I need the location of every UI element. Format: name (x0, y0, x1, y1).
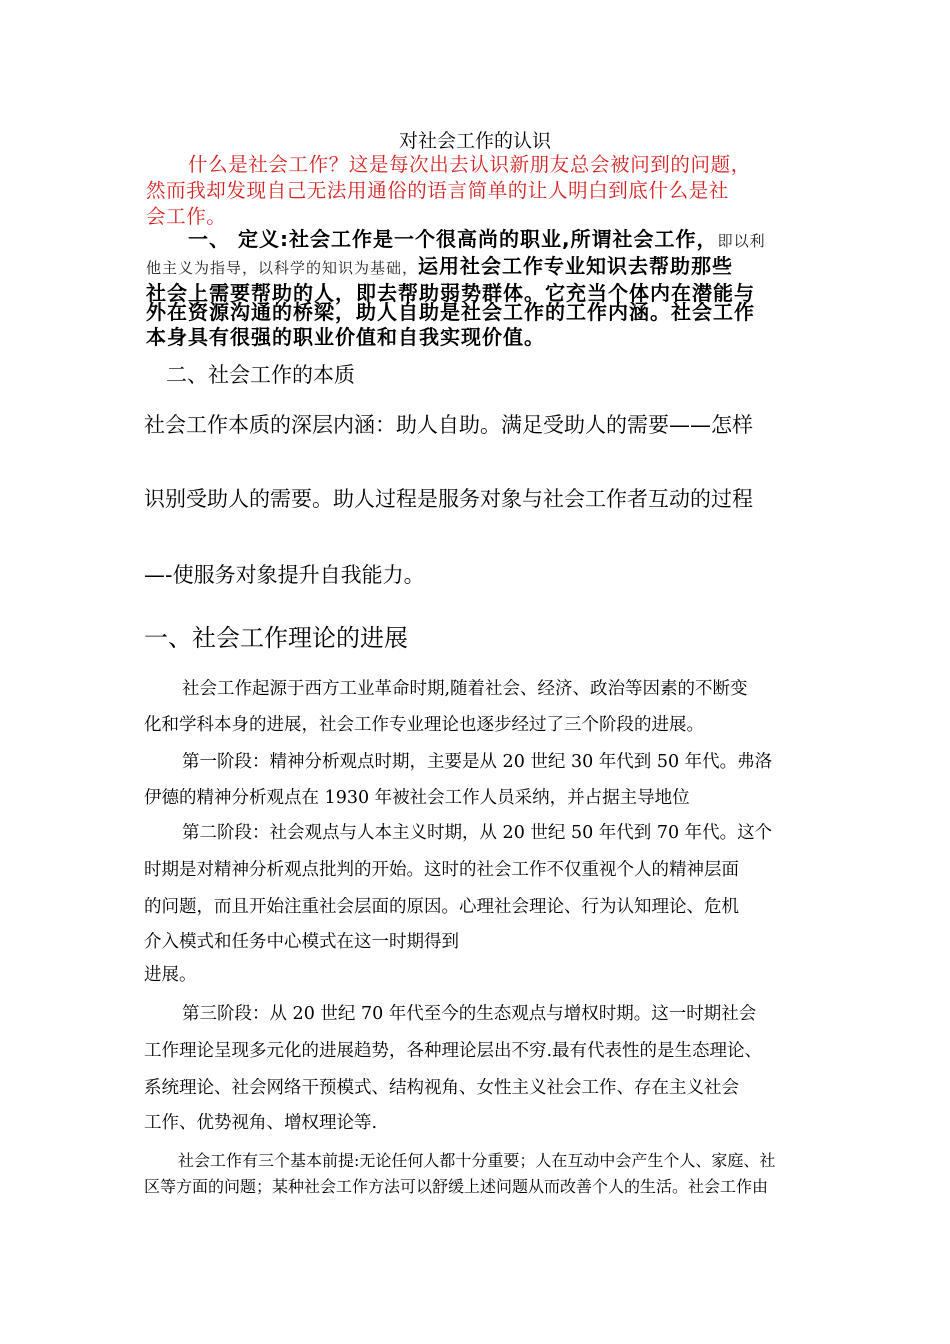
definition-line: 外在资源沟通的桥梁，助人自助是社会工作的工作内涵。社会工作 (146, 300, 755, 324)
definition-line: 本身具有很强的职业价值和自我实现价值。 (146, 325, 545, 349)
body-line: 时期是对精神分析观点批判的开始。这时的社会工作不仅重视个人的精神层面 (144, 860, 739, 880)
definition-line (188, 226, 766, 255)
intro-line: 什么是社会工作？这是每次出去认识新朋友总会被问到的问题， (188, 153, 751, 176)
body-line: 第一阶段：精神分析观点时期，主要是从 20 世纪 30 年代到 50 年代。弗洛 (182, 752, 773, 772)
body-line: 的问题，而且开始注重社会层面的原因。心理社会理论、行为认知理论、危机 (144, 897, 739, 917)
definition-bold-text: 运用社会工作专业知识去帮助那些 (418, 254, 734, 278)
body-line: 工作理论呈现多元化的进展趋势，各种理论层出不穷.最有代表性的是生态理论、 (144, 1041, 763, 1061)
definition-line (146, 253, 733, 282)
body-line: 伊德的精神分析观点在 1930 年被社会工作人员采纳，并占据主导地位 (144, 788, 690, 808)
body-line: 社会工作起源于西方工业革命时期,随着社会、经济、政治等因素的不断变 (182, 679, 748, 699)
body-line: 社会工作有三个基本前提:无论任何人都十分重要；人在互动中会产生个人、家庭、社 (178, 1151, 776, 1170)
definition-bold-text: 一、 定义:社会工作是一个很高尚的职业,所谓社会工作， (188, 227, 718, 251)
body-line: 化和学科本身的进展，社会工作专业理论也逐步经过了三个阶段的进展。 (144, 715, 704, 735)
essence-line: 识别受助人的需要。助人过程是服务对象与社会工作者互动的过程 (144, 487, 753, 511)
definition-small-text: 即以利 (717, 232, 766, 250)
body-line: 介入模式和任务中心模式在这一时期得到 (144, 932, 459, 952)
section-heading: 二、社会工作的本质 (166, 363, 355, 387)
section-heading: 一、社会工作理论的进展 (144, 624, 408, 652)
body-line: 区等方面的问题；某种社会工作方法可以舒缓上述问题从而改善个人的生活。社会工作由 (144, 1177, 769, 1196)
essence-line: 社会工作本质的深层内涵：助人自助。满足受助人的需要——怎样 (144, 413, 753, 437)
essence-line: —-使服务对象提升自我能力。 (144, 563, 425, 587)
page-title: 对社会工作的认识 (398, 130, 551, 152)
body-line: 系统理论、社会网络干预模式、结构视角、女性主义社会工作、存在主义社会 (144, 1078, 739, 1098)
body-line: 工作、优势视角、增权理论等. (144, 1113, 378, 1133)
definition-small-text: 他主义为指导，以科学的知识为基础， (146, 259, 419, 277)
body-line: 第三阶段：从 20 世纪 70 年代至今的生态观点与增权时期。这一时期社会 (182, 1004, 757, 1024)
body-line: 进展。 (144, 965, 197, 985)
intro-line: 然而我却发现自己无法用通俗的语言简单的让人明白到底什么是社 (146, 179, 729, 202)
definition-line: 社会上需要帮助的人，即去帮助弱势群体。它充当个体内在潜能与 (146, 281, 755, 305)
body-line: 第二阶段：社会观点与人本主义时期，从 20 世纪 50 年代到 70 年代。这个 (182, 823, 773, 843)
intro-line: 会工作。 (146, 205, 227, 228)
